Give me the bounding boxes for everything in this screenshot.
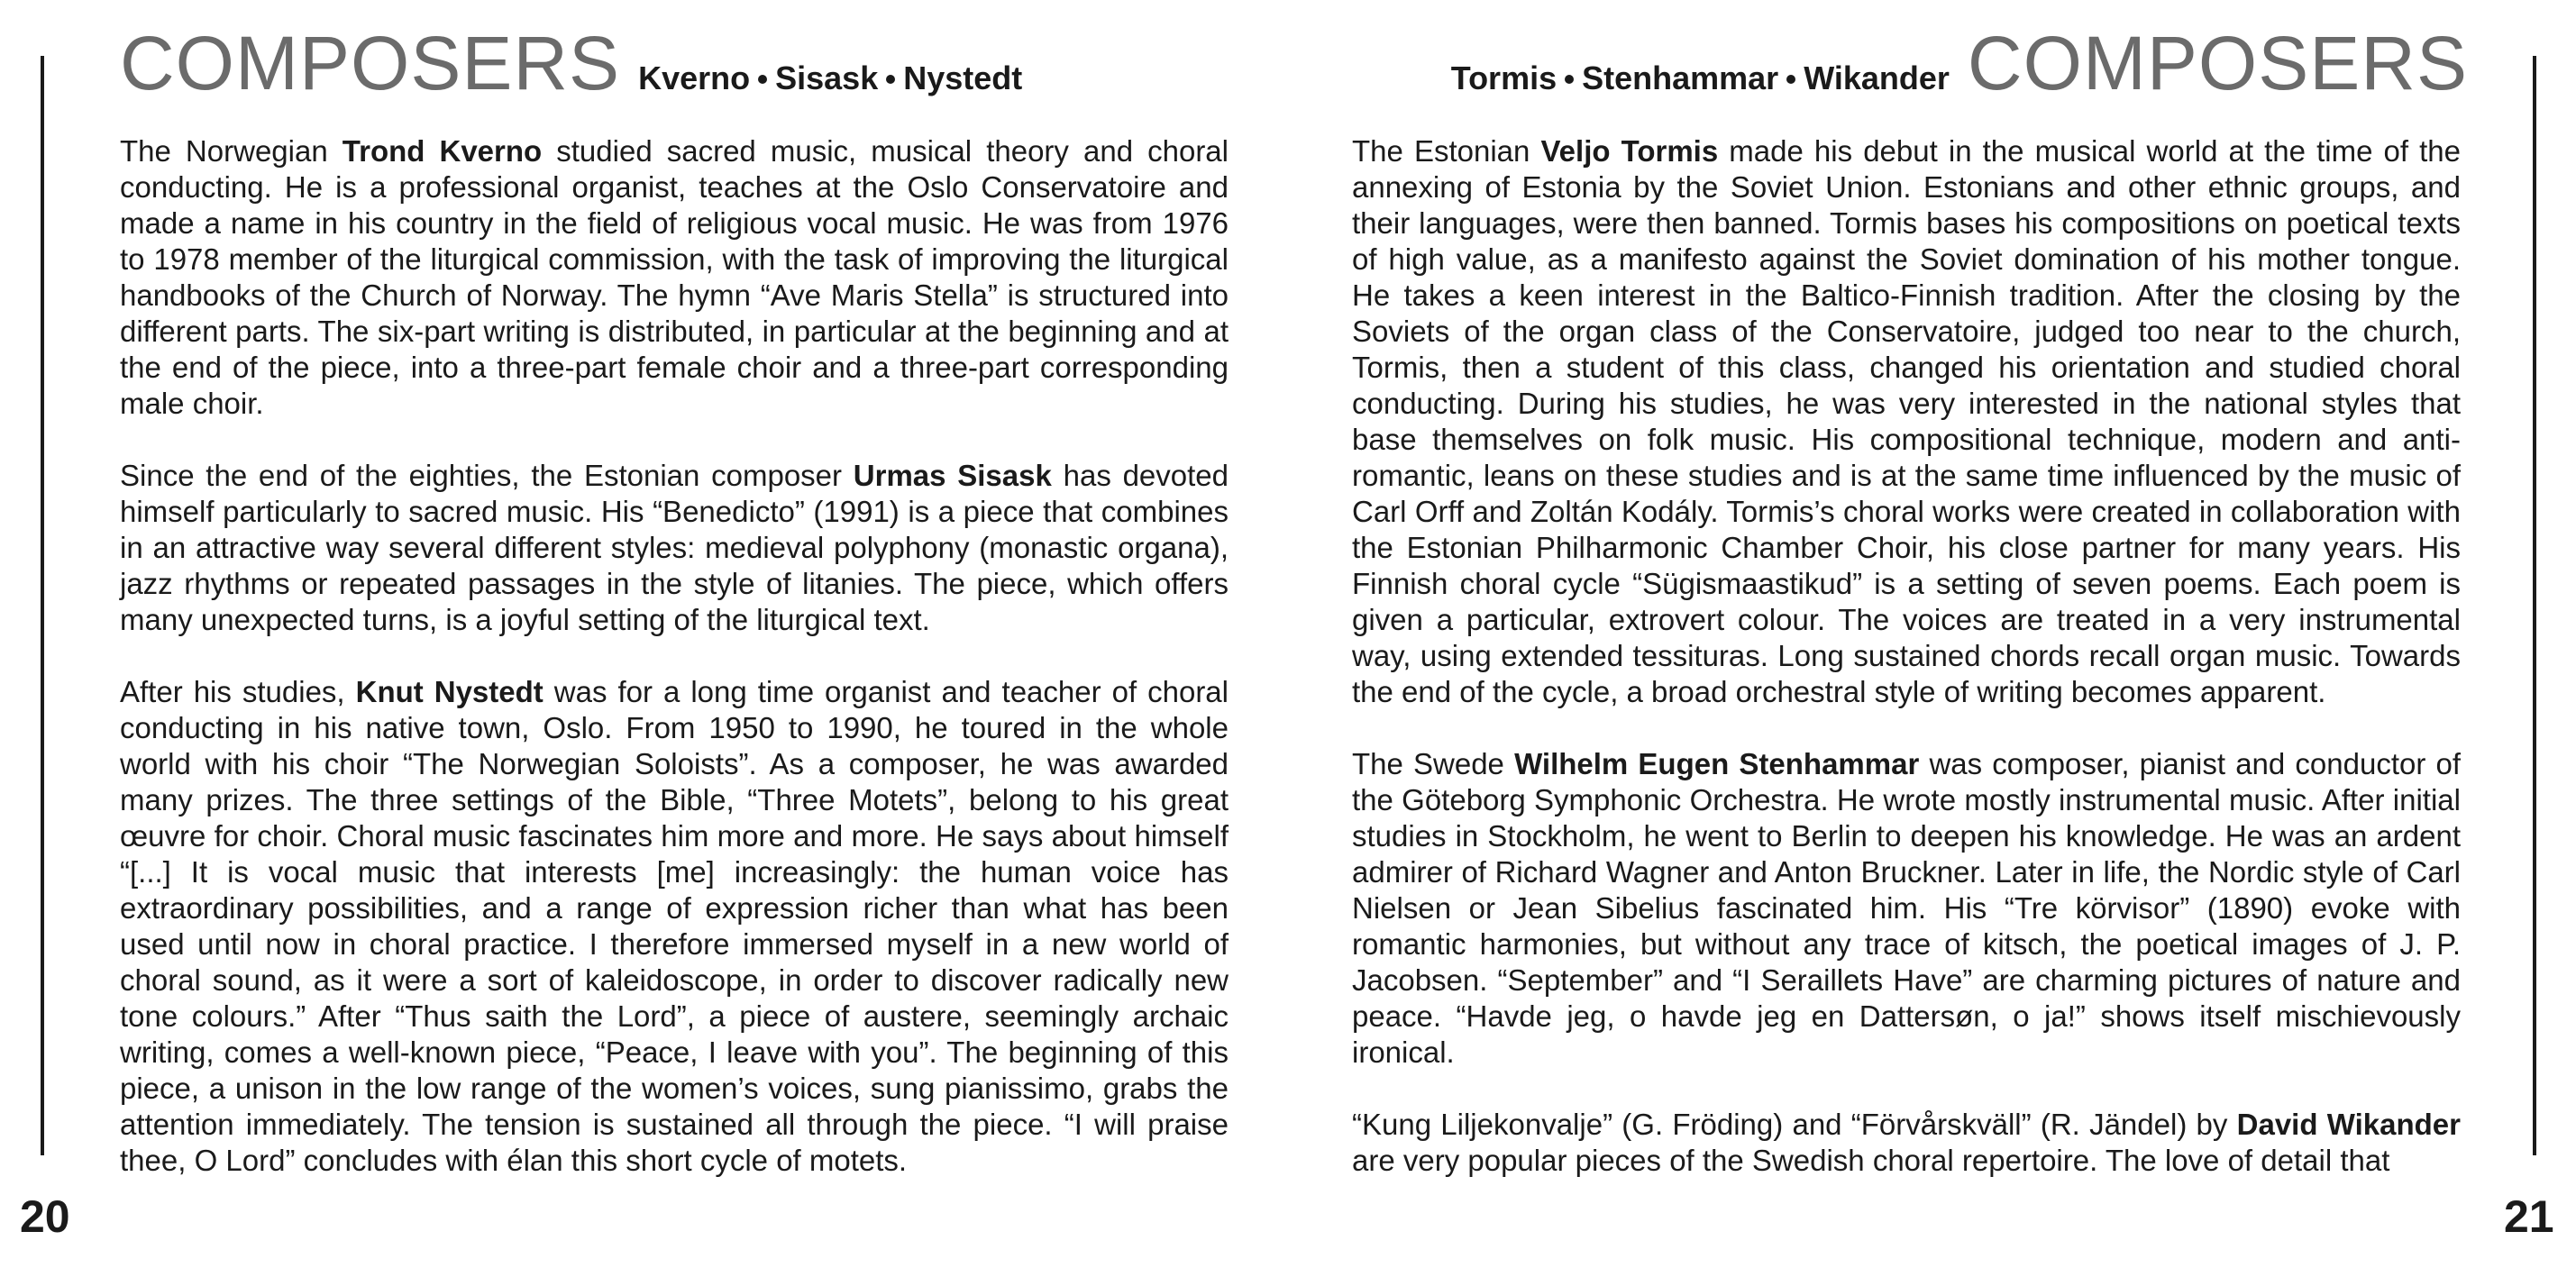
left-margin-rule	[41, 56, 44, 1155]
bullet-dot	[886, 75, 895, 84]
page-number-left: 20	[20, 1191, 70, 1242]
right-heading-composers	[1451, 59, 1950, 96]
composer-name: Stenhammar	[1582, 59, 1779, 96]
composer-name: Tormis	[1450, 59, 1557, 96]
paragraph-tormis	[1352, 133, 2461, 710]
bullet-dot	[758, 75, 767, 84]
paragraph-nystedt	[120, 674, 1229, 1179]
left-page-heading	[120, 20, 1023, 105]
paragraph-text: was for a long time organist and teacher of choral conducting in his native town, Oslo. From 1950 to 1990, he toured in the whole world with his choir “The Norwegian Soloists”. As a composer, he was awarded many prizes. The three settings of the Bible, “Three Motets”, belong to his great œuvre for choir. Choral music fascinates him more and more. He says about himself “[...] It is vocal music that interests [me] increasingly: the human voice has extraordinary possibilities, and a range of expression richer than what has been used until now in choral practice. I therefore immersed myself in a new world of choral sound, as it were a sort of kaleidoscope, in order to discover radically new tone colours.” After “Thus saith the Lord”, a piece of austere, seemingly archaic writing, comes a well-known piece, “Peace, I leave with you”. The beginning of this piece, a unison in the low range of the women’s voices, sung pianissimo, grabs the attention immediately. The tension is sustained all through the piece. “I will praise thee, O Lord” concludes with élan this short cycle of motets.	[120, 675, 1229, 1177]
left-heading-composers	[638, 59, 1022, 96]
composer-name: Nystedt	[903, 59, 1023, 96]
paragraph-stenhammar	[1352, 746, 2461, 1071]
composer-name: Sisask	[775, 59, 879, 96]
paragraph-text: “Kung Liljekonvalje” (G. Fröding) and “Förvårskväll” (R. Jändel) by	[1352, 1108, 2237, 1141]
right-page-heading	[1450, 20, 2468, 105]
paragraph-sisask	[120, 458, 1229, 638]
paragraph-text: studied sacred music, musical theory and choral conducting. He is a professional organist, teaches at the Oslo Conservatoire and made a name in his country in the field of religious vocal music. He was from 1976 to 1978 member of the liturgical commission, with the task of improving the liturgical handbooks of the Church of Norway. The hymn “Ave Maris Stella” is structured into different parts. The six-part writing is distributed, in particular at the beginning and at the end of the piece, into a three-part female choir and a three-part corresponding male choir.	[120, 134, 1229, 420]
composer-name-bold: Trond Kverno	[342, 134, 543, 168]
bullet-dot	[1565, 75, 1574, 84]
composer-name-bold: Veljo Tormis	[1540, 134, 1719, 168]
paragraph-text: The Norwegian	[120, 134, 343, 168]
paragraph-text: has devoted himself particularly to sacred music. His “Benedicto” (1991) is a piece that combines in an attractive way several different styles: medieval polyphony (monastic organa), jazz rhythms or repeated passages in the style of litanies. The piece, which offers many unexpected turns, is a joyful setting of the liturgical text.	[120, 459, 1229, 636]
paragraph-text: The Swede	[1352, 747, 1515, 780]
paragraph-text: The Estonian	[1352, 134, 1541, 168]
composer-name-bold: Urmas Sisask	[853, 459, 1052, 492]
right-heading-title: COMPOSERS	[1967, 21, 2468, 105]
paragraph-wikander	[1352, 1107, 2461, 1179]
left-heading-title: COMPOSERS	[120, 21, 621, 105]
composer-name: Kverno	[638, 59, 751, 96]
paragraph-text: made his debut in the musical world at the time of the annexing of Estonia by the Soviet Union. Estonians and other ethnic groups, and their languages, were then banned. Tormis bases his compositions on poetical texts of high value, as a manifesto against the Soviet domination of his mother tongue. He takes a keen interest in the Baltico-Finnish tradition. After the closing by the Soviets of the organ class of the Conservatoire, judged too near to the church, Tormis, then a student of this class, changed his orientation and studied choral conducting. During his studies, he was very interested in the national styles that base themselves on folk music. His compositional technique, modern and anti-romantic, leans on these studies and is at the same time influenced by the music of Carl Orff and Zoltán Kodály. Tormis’s choral works were created in collaboration with the Estonian Philharmonic Chamber Choir, his close partner for many years. His Finnish choral cycle “Sügismaastikud” is a setting of seven poems. Each poem is given a particular, extrovert colour. The voices are treated in a very instrumental way, using extended tessituras. Long sustained chords recall organ music. Towards the end of the cycle, a broad orchestral style of writing becomes apparent.	[1352, 134, 2462, 708]
paragraph-text: After his studies,	[120, 675, 356, 708]
composer-name-bold: David Wikander	[2236, 1108, 2461, 1141]
paragraph-text: Since the end of the eighties, the Estonian composer	[120, 459, 854, 492]
right-page-body	[1352, 133, 2461, 1215]
paragraph-text: are very popular pieces of the Swedish choral repertoire. The love of detail that	[1352, 1144, 2390, 1177]
composer-name: Wikander	[1804, 59, 1950, 96]
bullet-dot	[1786, 75, 1795, 84]
page-number-right: 21	[2504, 1191, 2554, 1242]
composer-name-bold: Wilhelm Eugen Stenhammar	[1514, 747, 1920, 780]
left-page-body	[120, 133, 1229, 1215]
composer-name-bold: Knut Nystedt	[355, 675, 544, 708]
right-margin-rule	[2533, 56, 2536, 1155]
paragraph-text: was composer, pianist and conductor of the Göteborg Symphonic Orchestra. He wrote mostly instrumental music. After initial studies in Stockholm, he went to Berlin to deepen his knowledge. He was an ardent admirer of Richard Wagner and Anton Bruckner. Later in life, the Nordic style of Carl Nielsen or Jean Sibelius fascinated him. His “Tre körvisor” (1890) evoke with romantic harmonies, but without any trace of kitsch, the poetical images of J. P. Jacobsen. “September” and “I Seraillets Have” are charming pictures of nature and peace. “Havde jeg, o havde jeg en Dattersøn, o ja!” shows itself mischievously ironical.	[1352, 747, 2461, 1069]
paragraph-kverno	[120, 133, 1229, 422]
